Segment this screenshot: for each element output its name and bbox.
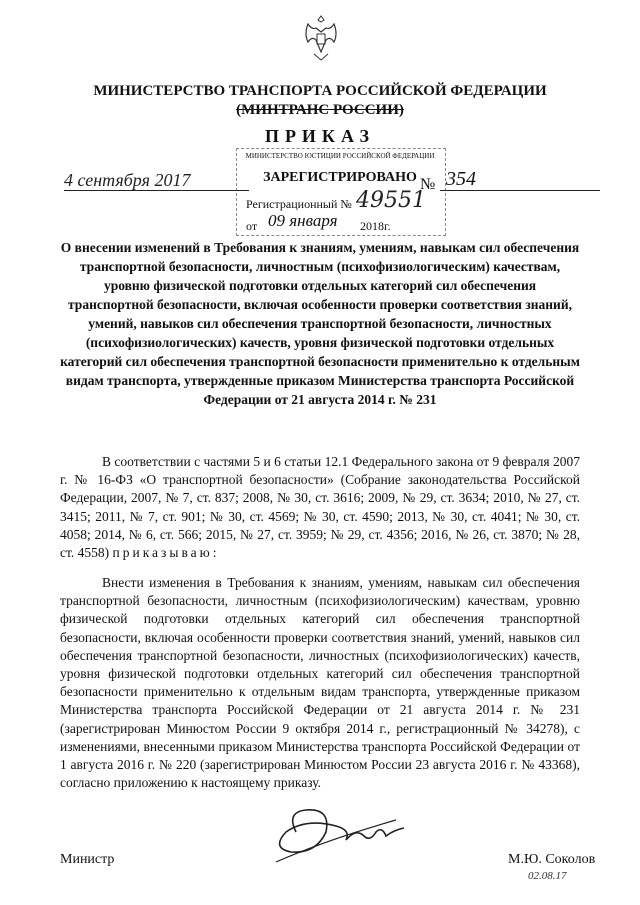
paragraph-basis-text: В соответствии с частями 5 и 6 статьи 12.1 Федерального закона от 9 февраля 2007 г. № 16-ФЗ «О транспортной безопасности» (Собрание законодательства Российской Федерации, 2007, № 7, ст. 837; 2008, № 30, ст. 3616; 2009, № 29, ст. 3634; 2010, № 27, ст. 3415; 2011, № 7, ст. 901; № 30, ст. 4569; № 30, ст. 4590; 2013, № 30, ст. 4041; № 30, ст. 4058; 2014, № 6, ст. 566; 2015, № 27, ст. 3959; № 29, ст. 4356; 2016, № 26, ст. 3870; № 28, ст. 4558) (60, 454, 580, 561)
handwritten-date-note: 02.08.17 (528, 870, 567, 882)
order-date-underline (64, 190, 249, 191)
stamp-registered-label: ЗАРЕГИСТРИРОВАНО (263, 170, 417, 185)
stamp-date-handwritten: 09 января (268, 211, 338, 230)
stamp-ministry-justice: МИНИСТЕРСТВО ЮСТИЦИИ РОССИЙСКОЙ ФЕДЕРАЦИИ (245, 152, 435, 160)
document-title: О внесении изменений в Требования к знаниям, умениям, навыкам сил обеспечения транспортной безопасности, личностным (психофизиологическим) качествам, уровню физической подготовки отдельных категорий сил обеспечения транспортной безопасности, включая особенности проверки соответствия знаний, умений, навыков сил обеспечения транспортной безопасности, личностных (психофизиологических) качеств, уровня физической подготовки отдельных категорий сил обеспечения транспортной безопасности применительно к отдельным видам транспорта, утвержденные приказом Министерства транспорта Российской Федерации от 21 августа 2014 г. № 231 (60, 240, 580, 407)
stamp-year: 2018г. (360, 219, 391, 233)
signatory-position: Министр (60, 852, 115, 867)
order-command: приказываю: (112, 545, 220, 561)
stamp-registration-number: 49551 (356, 188, 426, 213)
handwritten-signature (236, 792, 426, 882)
ministry-heading (70, 82, 570, 120)
order-number-sign: № (420, 176, 436, 193)
ministry-short-name: (МИНТРАНС РОССИИ) (236, 102, 404, 118)
ministry-name: МИНИСТЕРСТВО ТРАНСПОРТА РОССИЙСКОЙ ФЕДЕРАЦИИ (93, 83, 547, 99)
stamp-date-prefix: от (246, 219, 258, 233)
coat-of-arms-icon (300, 12, 342, 64)
document-type: ПРИКАЗ (264, 126, 376, 146)
stamp-registration-label: Регистрационный № (246, 197, 352, 211)
order-number-underline (440, 190, 600, 191)
paragraph-order: Внести изменения в Требования к знаниям, умениям, навыкам сил обеспечения транспортной безопасности, личностным (психофизиологическим) качествам, уровню физической подготовки отдельных категорий сил обеспечения транспортной безопасности, включая особенности проверки соответствия знаний, умений, навыков сил обеспечения транспортной безопасности, личностных (психофизиологических) качеств, уровня физической подготовки отдельных категорий сил обеспечения транспортной безопасности применительно к отдельным видам транспорта, утвержденные приказом Министерства транспорта Российской Федерации от 21 августа 2014 г. № 231 (зарегистрирован Минюстом России 9 октября 2014 г., регистрационный № 34278), с изменениями, внесенными приказом Министерства транспорта Российской Федерации от 1 августа 2016 г. № 220 (зарегистрирован Минюстом России 23 августа 2016 г. № 43368), согласно приложению к настоящему приказу. (60, 575, 580, 791)
signatory-name: М.Ю. Соколов (508, 852, 596, 867)
order-number: 354 (446, 168, 476, 190)
paragraph-basis (60, 453, 580, 562)
order-date: 4 сентября 2017 (64, 170, 191, 190)
